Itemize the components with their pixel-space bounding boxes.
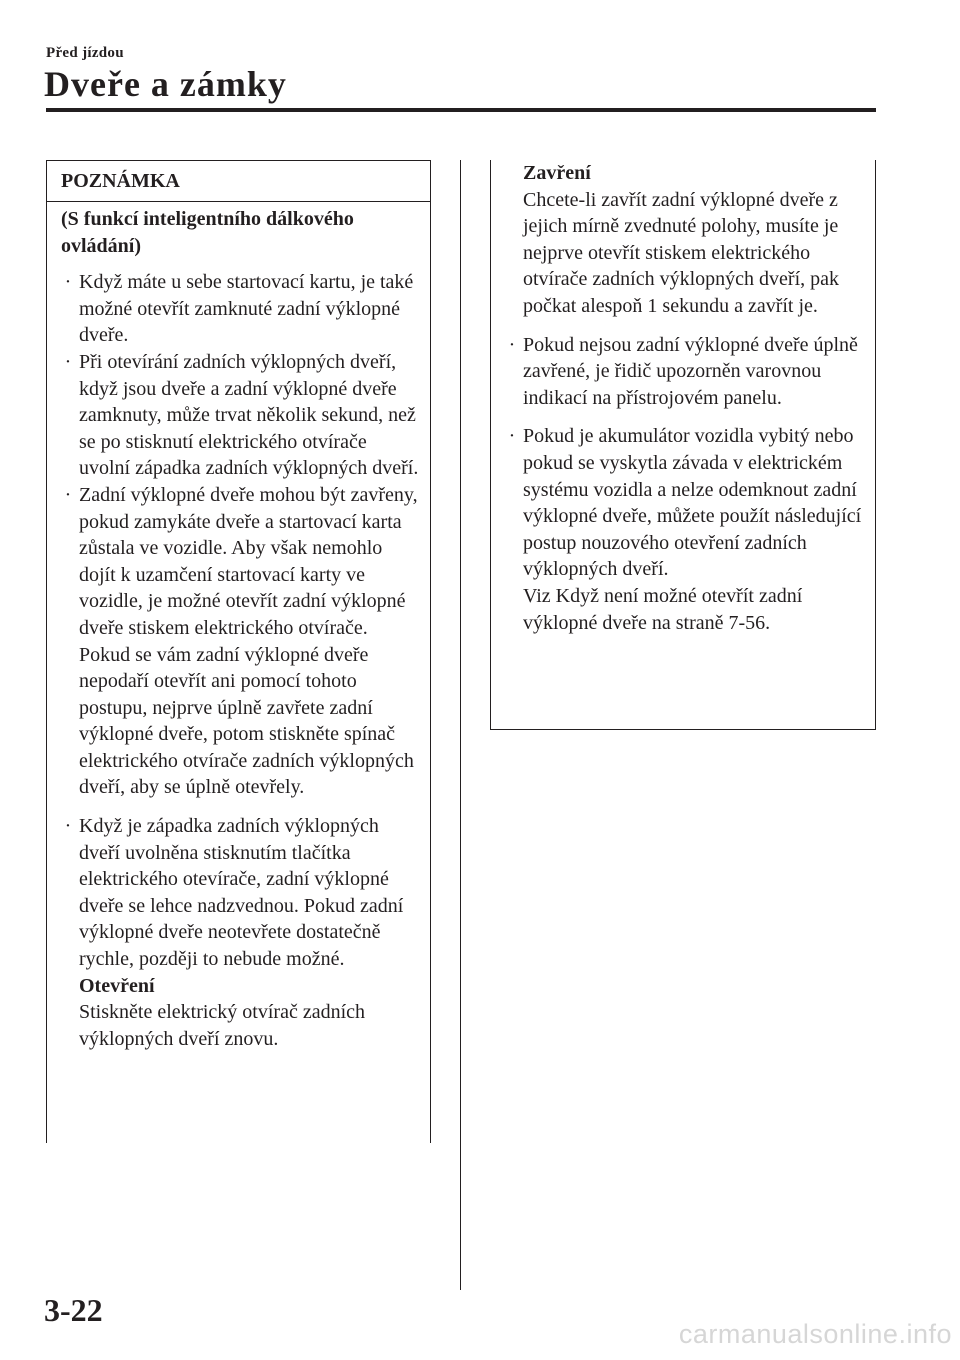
bullet-icon: · (64, 350, 72, 373)
note-bullet-item (61, 482, 422, 801)
note-bullet-text: Při otevírání zadních výklopných dveří, když jsou dveře a zadní výklopné dveře zamknuty, může trvat několik sekund, než se po stisknutí elektrického otvírače uvolní západka zadních výklopných dveří. (79, 350, 419, 480)
column-divider (460, 160, 461, 1290)
watermark: carmanualsonline.info (678, 1319, 952, 1349)
note-content (47, 202, 430, 1052)
note-bullet-text: Pokud nejsou zadní výklopné dveře úplně zavřené, je řidič upozorněn varovnou indikací na přístrojovém panelu. (523, 333, 858, 409)
close-section (505, 160, 867, 320)
note-bullet-text: Zadní výklopné dveře mohou být zavřeny, pokud zamykáte dveře a startovací karta zůstala ve vozidle. Aby však nemohlo dojít k uzamčení startovací karty ve vozidle, je možné otevřít zadní výklopné dveře stiskem elektrického otvírače. Pokud se vám zadní výklopné dveře nepodaří otevřít ani pomocí tohoto postupu, nejprve úplně zavřete zadní výklopné dveře, potom stiskněte spínač elektrického otvírače zadních výklopných dveří, aby se úplně otevřely. (79, 483, 418, 799)
note-box-continuation (490, 160, 876, 730)
note-box (46, 160, 431, 1143)
title-rule (46, 108, 876, 112)
note-bullet-item (505, 332, 867, 412)
bullet-icon: · (64, 483, 72, 506)
note-subtitle: (S funkcí inteligentního dálkového ovládání) (61, 208, 354, 257)
open-heading: Otevření (79, 974, 155, 997)
breadcrumb: Před jízdou (46, 45, 124, 61)
cross-reference: Viz Když není možné otevřít zadní výklopné dveře na straně 7-56. (523, 584, 803, 634)
page-title: Dveře a zámky (44, 64, 287, 104)
note-bullet-item (61, 269, 422, 349)
note-bullet-text: Když je západka zadních výklopných dveří uvolněna stisknutím tlačítka elektrického otevírače, zadní výklopné dveře se lehce nadzvednou. Pokud zadní výklopné dveře neotevřete dostatečně rychle, později to nebude možné. (79, 815, 404, 971)
bullet-icon: · (508, 333, 516, 356)
page-number: 3-22 (44, 1292, 103, 1328)
close-text: Chcete-li zavřít zadní výklopné dveře z jejich mírně zvednuté polohy, musíte je nejprve otevřít stiskem elektrického otvírače zadních výklopných dveří, pak počkat alespoň 1 sekundu a zavřít je. (523, 188, 839, 317)
note-bullet-item (61, 813, 422, 1052)
note-bullet-text: Když máte u sebe startovací kartu, je také možné otevřít zamknuté zadní výklopné dveře. (79, 271, 414, 347)
bullet-icon: · (508, 425, 516, 448)
note-header: POZNÁMKA (47, 161, 430, 202)
note-bullet-item (505, 423, 867, 636)
bullet-icon: · (64, 271, 72, 294)
note-bullet-text: Pokud je akumulátor vozidla vybitý nebo pokud se vyskytla závada v elektrickém systému vozidla a nelze odemknout zadní výklopné dveře, můžete použít následující postup nouzového otevření zadních výklopných dveří. (523, 425, 862, 581)
bullet-icon: · (64, 815, 72, 838)
open-text: Stiskněte elektrický otvírač zadních výklopných dveří znovu. (79, 1001, 366, 1050)
note-bullet-item (61, 349, 422, 482)
close-heading: Zavření (523, 162, 591, 184)
